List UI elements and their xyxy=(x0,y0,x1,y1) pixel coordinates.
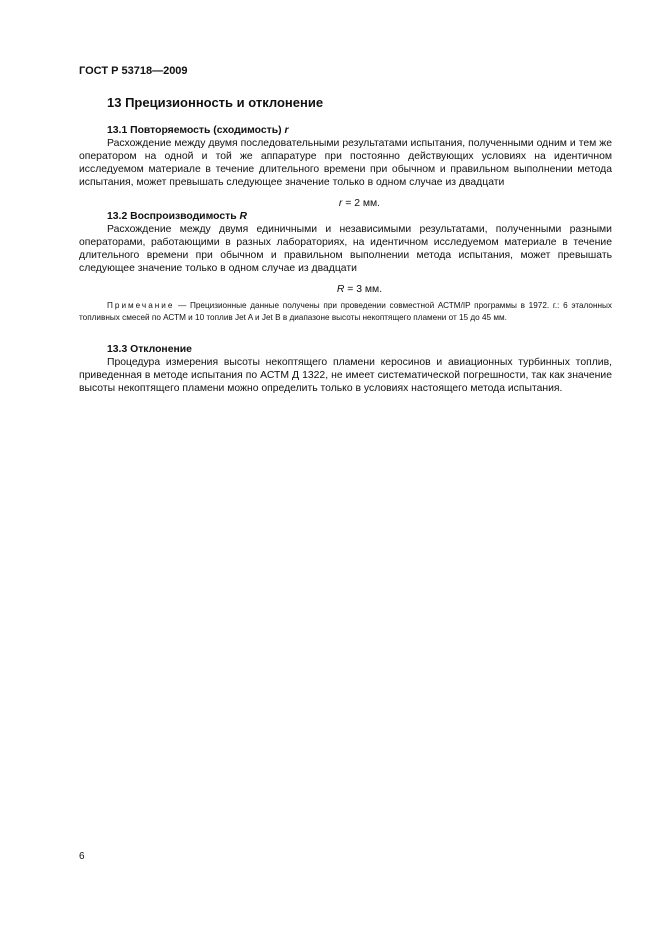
formula-R xyxy=(79,283,612,296)
symbol-r: r xyxy=(284,125,289,136)
formula-r-symbol: r xyxy=(338,198,343,209)
subsection-13-1-heading xyxy=(79,124,612,137)
page-number: 6 xyxy=(79,851,85,862)
subsection-13-2-heading xyxy=(79,210,612,223)
subsection-13-2 xyxy=(79,210,612,296)
document-header: ГОСТ Р 53718—2009 xyxy=(79,65,188,77)
formula-R-symbol: R xyxy=(336,284,345,295)
subsection-13-3 xyxy=(79,343,612,395)
subsection-13-1-title: 13.1 Повторяемость (сходимость) xyxy=(107,125,285,136)
note-label: Примечание xyxy=(107,301,175,310)
subsection-13-1 xyxy=(79,124,612,210)
subsection-13-1-text: Расхождение между двумя последовательными результатами испытания, полученными одним и тем же оператором на одной и той же аппаратуре при постоянно действующих условиях на идентичном исследуемом материале в течение длительного времени при обычном и правильном выполнении метода испытания, может превышать следующее значение только в одном случае из двадцати xyxy=(79,138,612,188)
formula-r xyxy=(79,197,612,210)
formula-R-value: = 3 мм. xyxy=(344,284,383,295)
formula-r-value: = 2 мм. xyxy=(342,198,381,209)
subsection-13-2-text: Расхождение между двумя единичными и независимыми результатами, полученными разными операторами, работающими в разных лабораториях, на идентичном исследуемом материале в течение длительного времени при обычном и правильном выполнении метода испытания, может превышать следующее значение только в одном случае из двадцати xyxy=(79,224,612,274)
note-text: — Прецизионные данные получены при проведении совместной АСТМ/IP программы в 1972. г.: 6 эталонных топливных смесей по АСТМ и 10 топлив Jet A и Jet B в диапазоне высоты некоптящего пламени от 15 до 45 мм. xyxy=(79,301,612,322)
note xyxy=(79,300,612,323)
symbol-R: R xyxy=(239,211,247,222)
subsection-13-3-text: Процедура измерения высоты некоптящего пламени керосинов и авиационных турбинных топлив, приведенная в методе испытания по АСТМ Д 1322, не имеет систематической погрешности, так как значение высоты некоптящего пламени можно определить только в условиях настоящего метода испытания. xyxy=(79,357,612,394)
section-title: 13 Прецизионность и отклонение xyxy=(107,95,324,110)
subsection-13-3-title: 13.3 Отклонение xyxy=(107,344,192,355)
subsection-13-2-title: 13.2 Воспроизводимость xyxy=(107,211,240,222)
